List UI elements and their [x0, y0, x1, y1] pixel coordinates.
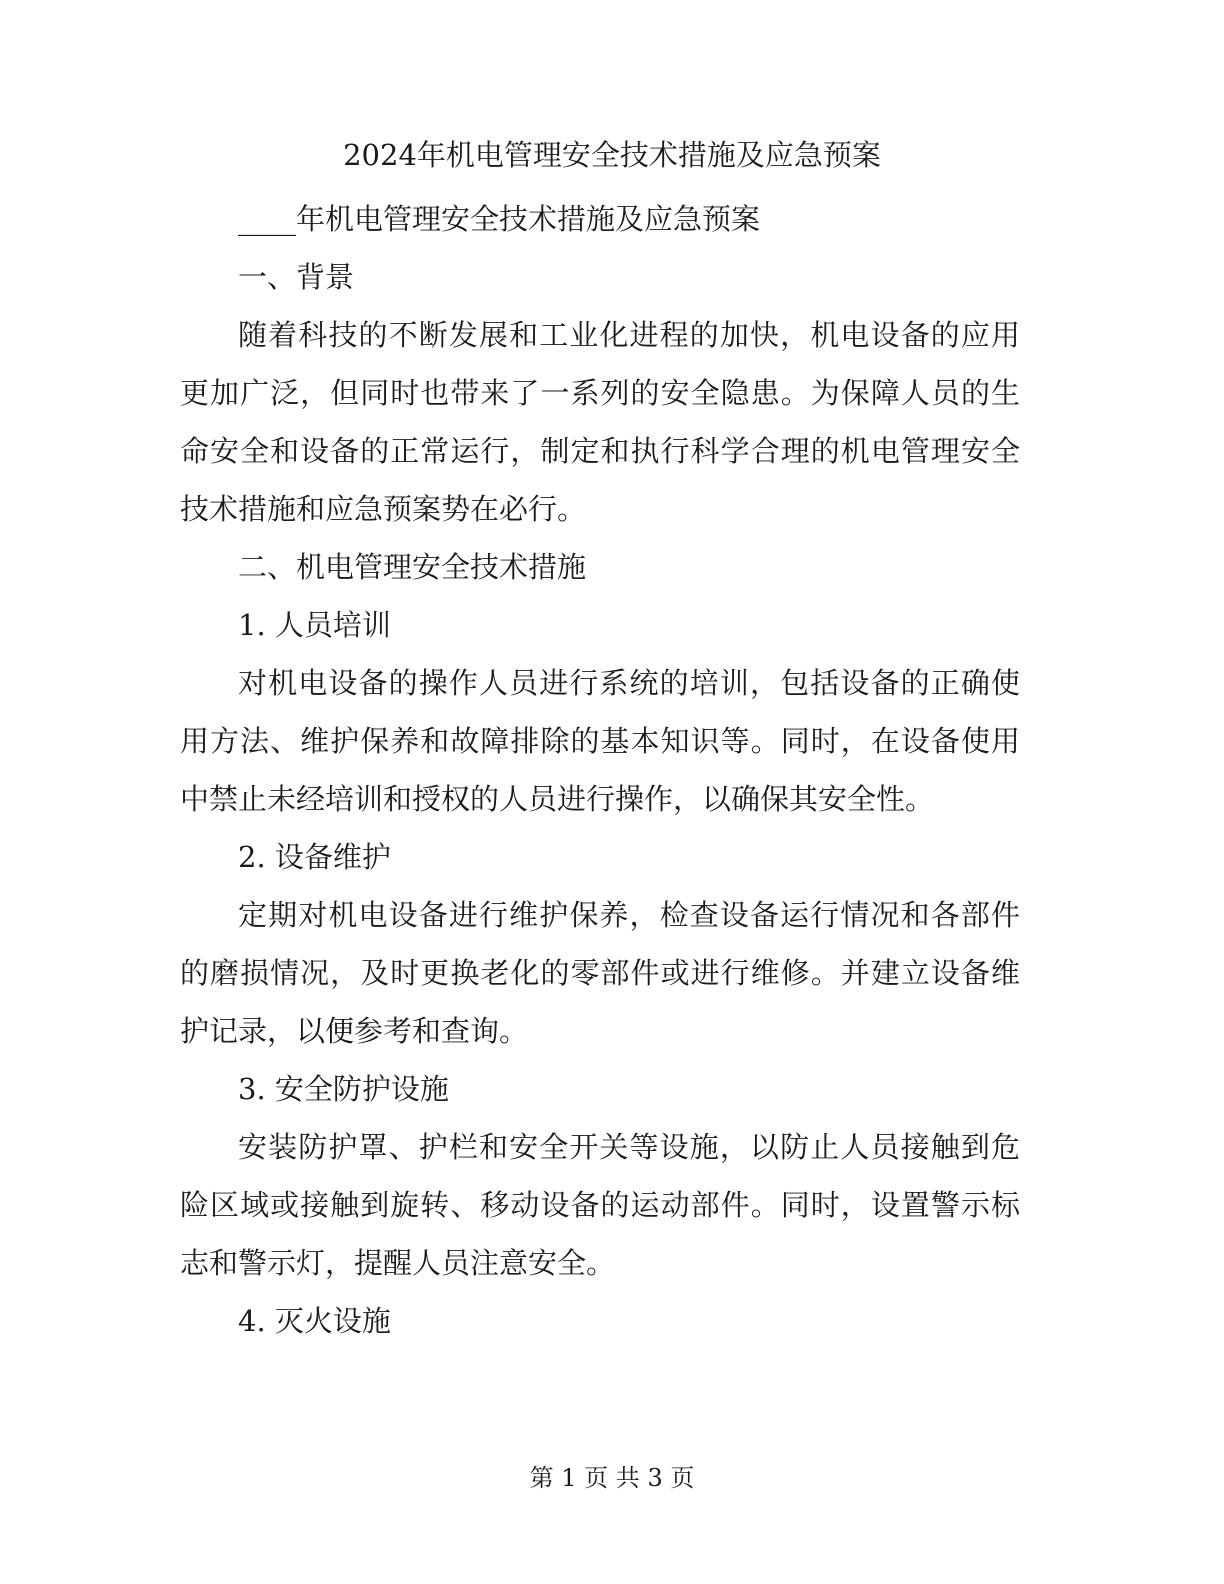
section-heading-background: 一、背景 [238, 260, 355, 294]
subheading-training: 1. 人员培训 [238, 608, 391, 642]
subtitle-paragraph: ____年机电管理安全技术措施及应急预案 [238, 202, 761, 236]
subheading-fire: 4. 灭火设施 [238, 1304, 391, 1338]
background-paragraph: 随着科技的不断发展和工业化进程的加快，机电设备的应用更加广泛，但同时也带来了一系列的安全隐患。为保障人员的生命安全和设备的正常运行，制定和执行科学合理的机电管理安全技术措施和应急预案势在必行。 [180, 318, 1020, 526]
subheading-protection: 3. 安全防护设施 [238, 1072, 449, 1106]
subheading-maintenance: 2. 设备维护 [238, 840, 391, 874]
training-paragraph: 对机电设备的操作人员进行系统的培训，包括设备的正确使用方法、维护保养和故障排除的基本知识等。同时，在设备使用中禁止未经培训和授权的人员进行操作，以确保其安全性。 [180, 666, 1020, 816]
page-footer: 第 1 页 共 3 页 [529, 1464, 695, 1492]
maintenance-paragraph: 定期对机电设备进行维护保养，检查设备运行情况和各部件的磨损情况，及时更换老化的零部件或进行维修。并建立设备维护记录，以便参考和查询。 [180, 898, 1020, 1048]
document-body [180, 190, 1020, 1350]
document-title: 2024年机电管理安全技术措施及应急预案 [343, 138, 881, 172]
section-heading-measures: 二、机电管理安全技术措施 [238, 550, 587, 584]
protection-paragraph: 安装防护罩、护栏和安全开关等设施，以防止人员接触到危险区域或接触到旋转、移动设备的运动部件。同时，设置警示标志和警示灯，提醒人员注意安全。 [180, 1130, 1020, 1280]
